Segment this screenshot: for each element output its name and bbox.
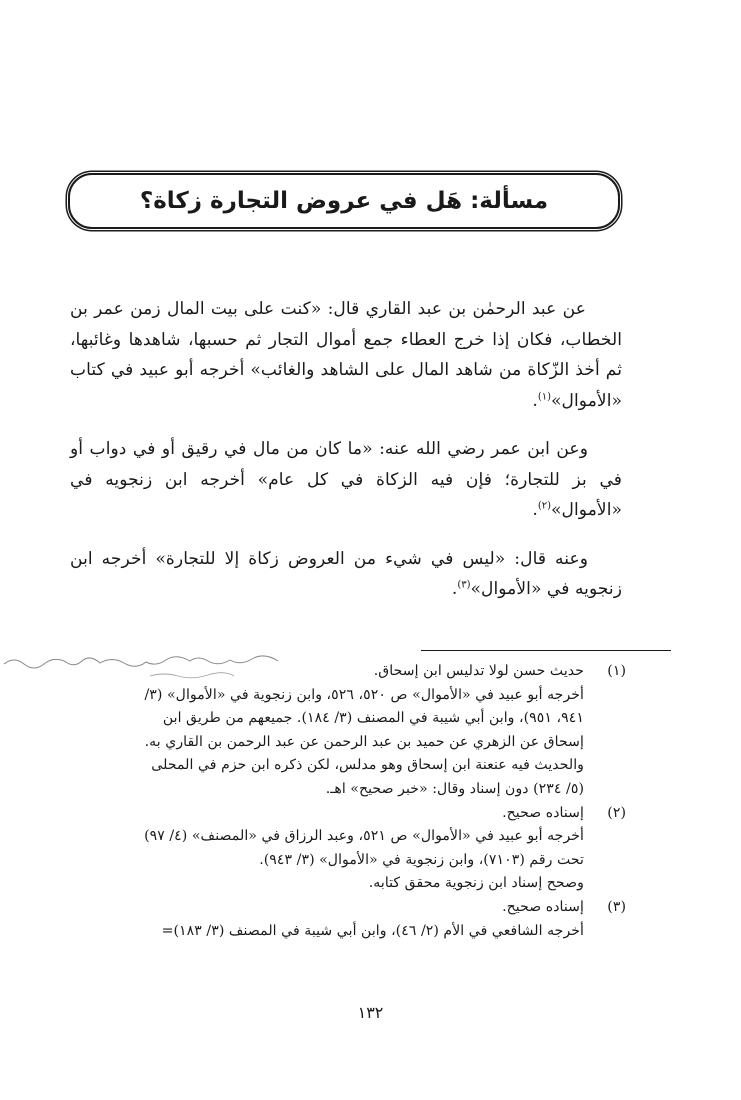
paragraph-text: وعنه قال: «ليس في شيء من العروض زكاة إلا للتجارة» أخرجه ابن زنجويه في «الأموال» (70, 548, 622, 599)
paragraph-1 (70, 294, 622, 416)
footnote-ref: (١) (537, 390, 552, 402)
paragraph-3 (70, 544, 622, 605)
footnote-line: ٩٤١، ٩٥١)، وابن أبي شيبة في المصنف (٣/ ١٨٤). جميعهم من طريق ابن (162, 710, 584, 727)
paragraph-tail: . (451, 579, 458, 599)
footnote-line: إسناده صحيح. (502, 804, 584, 821)
page-number: ١٣٢ (357, 1003, 384, 1022)
main-text (70, 294, 622, 623)
footnote-line: وصحح إسناد ابن زنجوية محقق كتابه. (368, 875, 584, 892)
footnote-1 (70, 660, 626, 802)
footnote-ref: (٢) (537, 500, 552, 512)
footnote-3 (70, 896, 626, 943)
paragraph-tail: . (532, 500, 538, 520)
footnotes (70, 660, 626, 943)
paragraph-text: وعن ابن عمر رضي الله عنه: «ما كان من مال في رقيق أو في دواب أو في بز للتجارة؛ فإن فيه الزكاة في كل عام» أخرجه ابن زنجويه في «الأموال» (70, 439, 622, 520)
footnote-separator (421, 650, 671, 651)
paragraph-text: عن عبد الرحمٰن بن عبد القاري قال: «كنت على بيت المال زمن عمر بن الخطاب، فكان إذا خرج العطاء جمع أموال التجار ثم حسبها، شاهدها وغائبها، ثم أخذ الزّكاة من شاهد المال على الشاهد والغائب» أخرجه أبو عبيد في كتاب «الأموال» (70, 299, 622, 411)
title-box (68, 173, 620, 229)
footnote-number: (٣) (607, 898, 626, 915)
footnote-line: حديث حسن لولا تدليس ابن إسحاق. (373, 663, 584, 679)
footnote-2 (70, 802, 626, 896)
paragraph-2 (70, 434, 622, 526)
footnote-line: أخرجه أبو عبيد في «الأموال» ص ٥٢١، وعبد الرزاق في «المصنف» (٤/ ٩٧) (144, 828, 584, 845)
footnote-line: أخرجه الشافعي في الأم (٢/ ٤٦)، وابن أبي شيبة في المصنف (٣/ ١٨٣)= (161, 922, 584, 939)
footnote-line: إسحاق عن الزهري عن حميد بن عبد الرحمن عن عبد الرحمن بن القاري به. (144, 733, 584, 750)
footnote-line: والحديث فيه عنعنة ابن إسحاق وهو مدلس، لكن ذكره ابن حزم في المحلى (151, 757, 584, 774)
paragraph-tail: . (532, 390, 538, 411)
footnote-line: إسناده صحيح. (502, 898, 584, 915)
page-title: مسألة: هَل في عروض التجارة زكاة؟ (139, 188, 549, 214)
footnote-number: (١) (607, 663, 626, 679)
footnote-line: تحت رقم (٧١٠٣)، وابن زنجوية في «الأموال» (٣/ ٩٤٣). (259, 851, 584, 868)
footnote-number: (٢) (607, 804, 626, 821)
footnote-line: أخرجه أبو عبيد في «الأموال» ص ٥٢٠، ٥٢٦، وابن زنجوية في «الأموال» (٣/ (144, 686, 584, 703)
footnote-line: (٥/ ٢٣٤) دون إسناد وقال: «خبر صحيح» اهـ. (325, 780, 584, 797)
footnote-ref: (٣) (457, 579, 471, 591)
